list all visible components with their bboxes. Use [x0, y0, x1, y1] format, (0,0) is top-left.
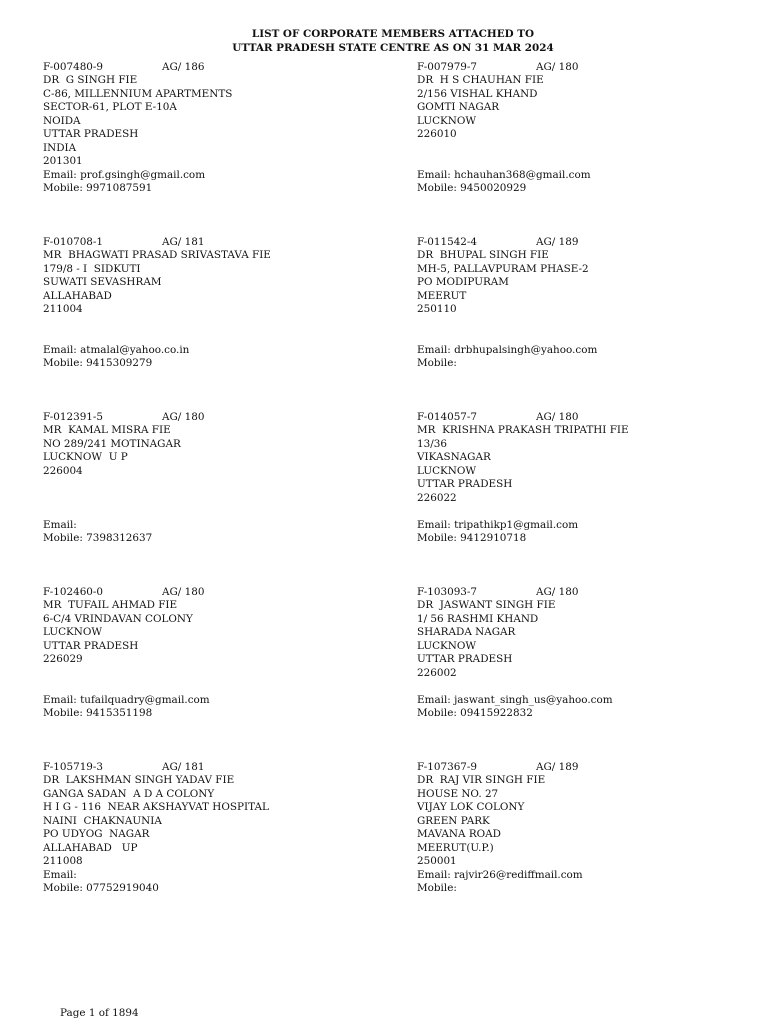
- member-entry: [417, 586, 757, 761]
- member-detail-line: LUCKNOW: [417, 639, 477, 652]
- member-detail-line: [43, 559, 383, 572]
- member-entry: [43, 236, 383, 411]
- member-detail-line: Email: tufailquadry@gmail.com: [43, 693, 210, 706]
- member-detail-line: Mobile: 9415351198: [43, 707, 153, 720]
- member-id: F-107367-9: [417, 761, 478, 773]
- member-ag: AG/ 180: [162, 411, 205, 423]
- member-detail-line: [417, 734, 757, 747]
- member-detail-line: VIKASNAGAR: [417, 451, 491, 464]
- member-detail-line: LUCKNOW: [43, 626, 103, 639]
- member-id-line: [43, 586, 383, 599]
- member-id: F-007979-7: [417, 61, 478, 73]
- member-detail-line: Mobile: 9412910718: [417, 532, 527, 545]
- member-detail-line: H I G - 116 NEAR AKSHAYVAT HOSPITAL: [43, 801, 269, 814]
- title-line-2: UTTAR PRADESH STATE CENTRE AS ON 31 MAR 2024: [232, 41, 554, 54]
- member-detail-line: [417, 196, 757, 209]
- member-detail-line: [417, 317, 757, 330]
- member-detail-line: Mobile:: [417, 357, 457, 370]
- member-entry: [43, 411, 383, 586]
- member-detail-line: ALLAHABAD UP: [43, 841, 138, 854]
- member-ag: AG/ 189: [536, 761, 579, 773]
- member-name: DR RAJ VIR SINGH FIE: [417, 774, 546, 787]
- member-detail-line: Email: prof.gsingh@gmail.com: [43, 168, 206, 181]
- member-detail-line: UTTAR PRADESH: [43, 639, 139, 652]
- member-detail-line: GOMTI NAGAR: [417, 101, 500, 114]
- member-detail-line: Mobile: 09415922832: [417, 707, 533, 720]
- member-detail-line: LUCKNOW: [417, 464, 477, 477]
- member-detail-line: 226029: [43, 653, 83, 666]
- member-detail-line: [417, 209, 757, 222]
- member-id: F-010708-1: [43, 236, 104, 248]
- member-id-line: [43, 236, 383, 249]
- member-detail-line: Email: rajvir26@rediffmail.com: [417, 868, 583, 881]
- member-id: F-102460-0: [43, 586, 104, 598]
- member-id-line: [417, 761, 757, 774]
- member-detail-line: [43, 384, 383, 397]
- member-detail-line: [43, 196, 383, 209]
- member-detail-line: Mobile: 7398312637: [43, 532, 153, 545]
- member-detail-line: [43, 209, 383, 222]
- member-detail-line: [417, 330, 757, 343]
- member-detail-line: ALLAHABAD: [43, 289, 112, 302]
- member-name: MR TUFAIL AHMAD FIE: [43, 599, 178, 612]
- member-name: DR JASWANT SINGH FIE: [417, 599, 556, 612]
- member-detail-line: SUWATI SEVASHRAM: [43, 276, 162, 289]
- member-detail-line: [43, 317, 383, 330]
- member-detail-line: [417, 397, 757, 410]
- member-detail-line: PO MODIPURAM: [417, 276, 509, 289]
- member-detail-line: [417, 142, 757, 155]
- member-id-line: [417, 586, 757, 599]
- member-detail-line: UTTAR PRADESH: [417, 653, 513, 666]
- member-id: F-014057-7: [417, 411, 478, 423]
- member-id-line: [417, 411, 757, 424]
- member-ag: AG/ 180: [536, 411, 579, 423]
- member-detail-line: [43, 330, 383, 343]
- member-detail-line: GANGA SADAN A D A COLONY: [43, 787, 215, 800]
- member-entry: [43, 586, 383, 761]
- member-detail-line: 211008: [43, 855, 83, 868]
- member-name: MR KRISHNA PRAKASH TRIPATHI FIE: [417, 424, 629, 437]
- member-ag: AG/ 180: [162, 586, 205, 598]
- member-detail-line: NO 289/241 MOTINAGAR: [43, 437, 181, 450]
- member-id-line: [43, 761, 383, 774]
- member-detail-line: [43, 505, 383, 518]
- member-entry: [417, 761, 757, 936]
- member-id-line: [43, 411, 383, 424]
- member-detail-line: [417, 572, 757, 585]
- member-detail-line: Mobile: 9450020929: [417, 182, 527, 195]
- member-detail-line: LUCKNOW U P: [43, 451, 128, 464]
- member-ag: AG/ 180: [536, 586, 579, 598]
- member-entry: [417, 61, 757, 236]
- member-name: MR KAMAL MISRA FIE: [43, 424, 171, 437]
- member-detail-line: MAVANA ROAD: [417, 828, 502, 841]
- member-detail-line: HOUSE NO. 27: [417, 787, 499, 800]
- member-detail-line: [417, 909, 757, 922]
- member-detail-line: C-86, MILLENNIUM APARTMENTS: [43, 87, 233, 100]
- member-detail-line: Mobile: 9415309279: [43, 357, 153, 370]
- member-detail-line: Mobile:: [417, 882, 457, 895]
- member-detail-line: UTTAR PRADESH: [417, 478, 513, 491]
- member-name: DR LAKSHMAN SINGH YADAV FIE: [43, 774, 235, 787]
- member-ag: AG/ 180: [536, 61, 579, 73]
- member-detail-line: MH-5, PALLAVPURAM PHASE-2: [417, 262, 589, 275]
- member-detail-line: [417, 747, 757, 760]
- member-detail-line: SHARADA NAGAR: [417, 626, 516, 639]
- member-detail-line: [43, 680, 383, 693]
- member-detail-line: [43, 922, 383, 935]
- member-detail-line: 179/8 - I SIDKUTI: [43, 262, 141, 275]
- member-detail-line: [43, 572, 383, 585]
- member-detail-line: INDIA: [43, 141, 77, 154]
- member-ag: AG/ 189: [536, 236, 579, 248]
- member-detail-line: [417, 559, 757, 572]
- member-detail-line: [417, 896, 757, 909]
- member-detail-line: [43, 371, 383, 384]
- page-number: Page 1 of 1894: [60, 1007, 139, 1019]
- member-detail-line: Email: drbhupalsingh@yahoo.com: [417, 343, 598, 356]
- member-detail-line: 226010: [417, 128, 457, 141]
- member-detail-line: VIJAY LOK COLONY: [417, 801, 525, 814]
- member-detail-line: GREEN PARK: [417, 814, 490, 827]
- member-name: DR BHUPAL SINGH FIE: [417, 249, 549, 262]
- member-id: F-105719-3: [43, 761, 104, 773]
- member-name: DR G SINGH FIE: [43, 74, 138, 87]
- document-title: [0, 28, 768, 55]
- member-detail-line: MEERUT: [417, 289, 467, 302]
- member-detail-line: PO UDYOG NAGAR: [43, 828, 150, 841]
- member-detail-line: [417, 155, 757, 168]
- member-detail-line: Email: tripathikp1@gmail.com: [417, 518, 579, 531]
- member-detail-line: [417, 546, 757, 559]
- member-id: F-103093-7: [417, 586, 478, 598]
- member-detail-line: 6-C/4 VRINDAVAN COLONY: [43, 612, 193, 625]
- member-detail-line: 13/36: [417, 437, 447, 450]
- member-id: F-007480-9: [43, 61, 104, 73]
- member-detail-line: 201301: [43, 155, 83, 168]
- member-detail-line: Mobile: 9971087591: [43, 182, 153, 195]
- member-detail-line: Email: atmalal@yahoo.co.in: [43, 343, 190, 356]
- member-detail-line: NAINI CHAKNAUNIA: [43, 814, 162, 827]
- member-detail-line: [417, 222, 757, 235]
- member-detail-line: [417, 721, 757, 734]
- member-detail-line: 250110: [417, 303, 457, 316]
- member-entry: [43, 761, 383, 936]
- title-line-1: LIST OF CORPORATE MEMBERS ATTACHED TO: [251, 28, 535, 40]
- member-ag: AG/ 181: [162, 761, 205, 773]
- member-detail-line: 226004: [43, 464, 83, 477]
- member-detail-line: [43, 397, 383, 410]
- member-detail-line: 211004: [43, 303, 83, 316]
- member-ag: AG/ 186: [162, 61, 205, 73]
- member-detail-line: Email:: [43, 868, 77, 881]
- member-detail-line: 226022: [417, 491, 457, 504]
- member-id: F-011542-4: [417, 236, 478, 248]
- member-detail-line: [43, 734, 383, 747]
- member-detail-line: [43, 222, 383, 235]
- member-detail-line: 2/156 VISHAL KHAND: [417, 87, 538, 100]
- member-detail-line: UTTAR PRADESH: [43, 128, 139, 141]
- member-detail-line: [43, 546, 383, 559]
- member-id-line: [417, 61, 757, 74]
- member-name: DR H S CHAUHAN FIE: [417, 74, 544, 87]
- member-detail-line: 250001: [417, 855, 457, 868]
- member-entry: [417, 411, 757, 586]
- member-detail-line: SECTOR-61, PLOT E-10A: [43, 101, 177, 114]
- member-id-line: [417, 236, 757, 249]
- member-detail-line: Email: jaswant_singh_us@yahoo.com: [417, 693, 613, 706]
- member-detail-line: MEERUT(U.P.): [417, 841, 494, 854]
- member-detail-line: [417, 680, 757, 693]
- member-detail-line: [417, 384, 757, 397]
- member-detail-line: NOIDA: [43, 114, 81, 127]
- member-ag: AG/ 181: [162, 236, 205, 248]
- member-detail-line: [43, 721, 383, 734]
- member-detail-line: 1/ 56 RASHMI KHAND: [417, 612, 539, 625]
- member-entry: [417, 236, 757, 411]
- member-id-line: [43, 61, 383, 74]
- member-detail-line: [43, 478, 383, 491]
- member-detail-line: [43, 909, 383, 922]
- member-detail-line: Email:: [43, 518, 77, 531]
- member-detail-line: Email: hchauhan368@gmail.com: [417, 168, 591, 181]
- member-detail-line: [417, 922, 757, 935]
- member-detail-line: [417, 505, 757, 518]
- member-detail-line: [43, 747, 383, 760]
- member-detail-line: 226002: [417, 666, 457, 679]
- member-detail-line: [43, 667, 383, 680]
- member-name: MR BHAGWATI PRASAD SRIVASTAVA FIE: [43, 249, 271, 262]
- member-id: F-012391-5: [43, 411, 104, 423]
- member-detail-line: LUCKNOW: [417, 114, 477, 127]
- member-entry: [43, 61, 383, 236]
- member-detail-line: Mobile: 07752919040: [43, 882, 159, 895]
- member-detail-line: [43, 896, 383, 909]
- member-detail-line: [43, 492, 383, 505]
- member-detail-line: [417, 371, 757, 384]
